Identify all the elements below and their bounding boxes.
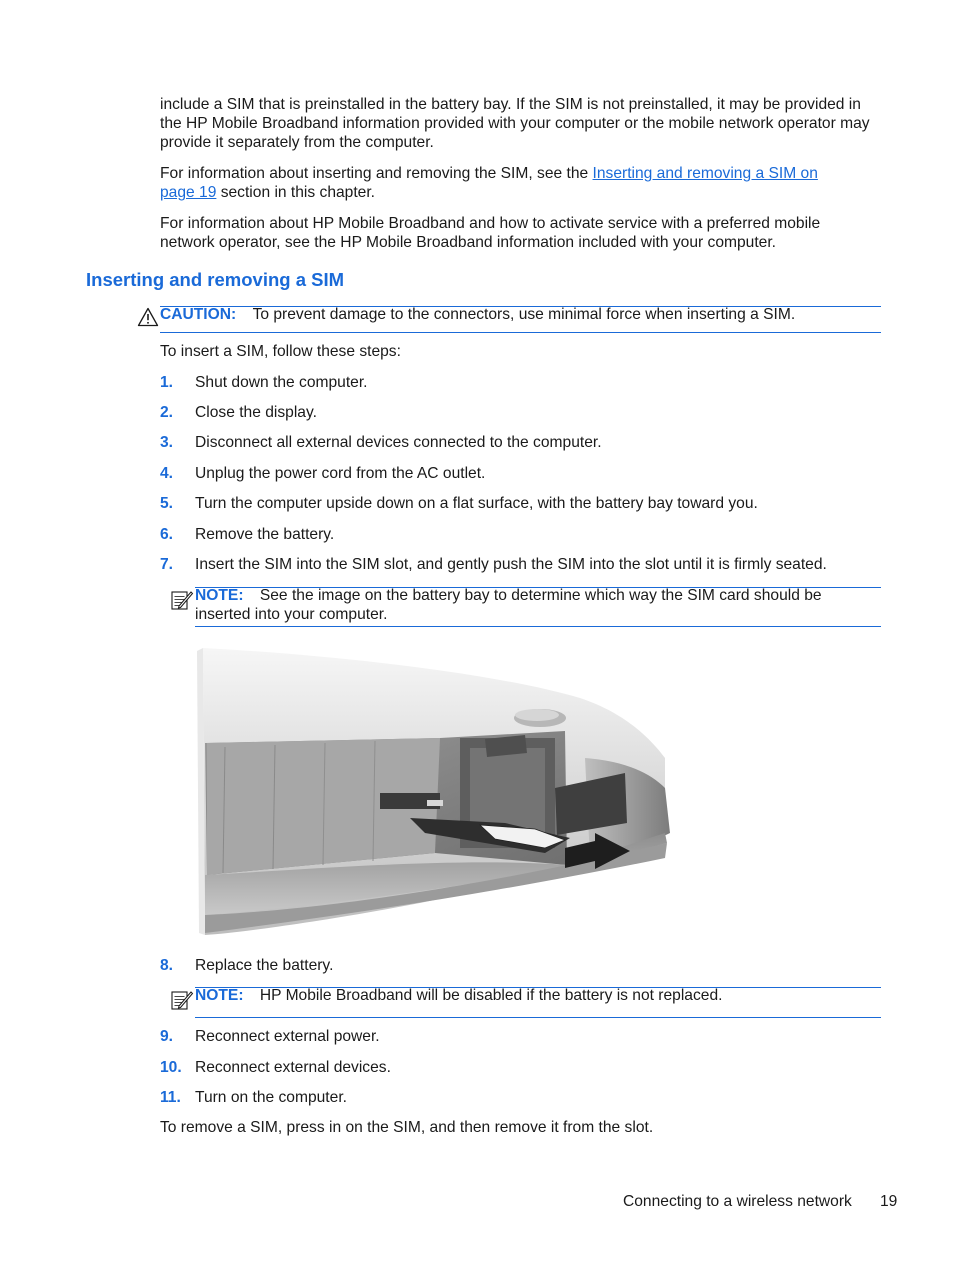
step-text: Reconnect external power. (195, 1028, 380, 1045)
note-2-label: NOTE: (195, 987, 244, 1004)
step-number: 2. (160, 404, 174, 421)
sim-section-link[interactable]: Inserting and removing a SIM on page 19 (160, 165, 818, 201)
note-2-box (195, 986, 875, 1005)
caution-bottom-rule (160, 332, 881, 333)
note-1-label: NOTE: (195, 587, 244, 604)
step-text: Shut down the computer. (195, 374, 368, 391)
step-text: Disconnect all external devices connected to the computer. (195, 434, 602, 451)
intro-paragraph-1: include a SIM that is preinstalled in the battery bay. If the SIM is not preinstalled, it may be provided in the HP Mobile Broadband information provided with your computer or the mobile network operator may provide it separately from the computer. (160, 96, 870, 151)
step-number: 10. (160, 1059, 182, 1076)
step-number: 7. (160, 556, 174, 573)
note-2-bottom-rule (195, 1017, 881, 1018)
step-text: Close the display. (195, 404, 317, 421)
caution-box (160, 305, 880, 324)
step-text: Insert the SIM into the SIM slot, and gently push the SIM into the slot until it is firmly seated. (195, 556, 827, 573)
caution-label: CAUTION: (160, 306, 237, 323)
step-text: Unplug the power cord from the AC outlet. (195, 465, 486, 482)
intro-paragraph-2-text-before: For information about inserting and removing the SIM, see the (160, 165, 593, 182)
step-text: Turn on the computer. (195, 1089, 347, 1106)
step-text: Remove the battery. (195, 526, 335, 543)
insert-intro: To insert a SIM, follow these steps: (160, 343, 401, 360)
section-heading: Inserting and removing a SIM (86, 269, 345, 290)
note-pad-icon (170, 588, 194, 612)
note-1-box (195, 586, 875, 624)
sim-insertion-illustration (195, 643, 675, 938)
step-number: 9. (160, 1028, 174, 1045)
note-1-bottom-rule (195, 626, 881, 627)
step-number: 1. (160, 374, 174, 391)
note-2-text: HP Mobile Broadband will be disabled if the battery is not replaced. (259, 987, 723, 1004)
step-number: 11. (160, 1089, 181, 1106)
remove-instructions: To remove a SIM, press in on the SIM, and then remove it from the slot. (160, 1119, 654, 1136)
intro-paragraph-2 (160, 164, 830, 202)
step-number: 4. (160, 465, 174, 482)
step-number: 3. (160, 434, 174, 451)
note-1-text: See the image on the battery bay to determine which way the SIM card should be inserted into your computer. (195, 587, 822, 623)
note-pad-icon (170, 988, 194, 1012)
step-text: Replace the battery. (195, 957, 334, 974)
intro-paragraph-3: For information about HP Mobile Broadband and how to activate service with a preferred mobile network operator, see the HP Mobile Broadband information included with your computer. (160, 215, 821, 251)
warning-triangle-icon (137, 307, 159, 327)
step-text: Reconnect external devices. (195, 1059, 391, 1076)
step-number: 5. (160, 495, 174, 512)
step-text: Turn the computer upside down on a flat surface, with the battery bay toward you. (195, 495, 758, 512)
caution-text: To prevent damage to the connectors, use minimal force when inserting a SIM. (252, 306, 796, 323)
footer-chapter-title: Connecting to a wireless network (623, 1193, 852, 1210)
intro-paragraph-2-text-after: section in this chapter. (216, 184, 375, 201)
step-number: 8. (160, 957, 174, 974)
footer-page-number: 19 (880, 1193, 898, 1210)
step-number: 6. (160, 526, 174, 543)
